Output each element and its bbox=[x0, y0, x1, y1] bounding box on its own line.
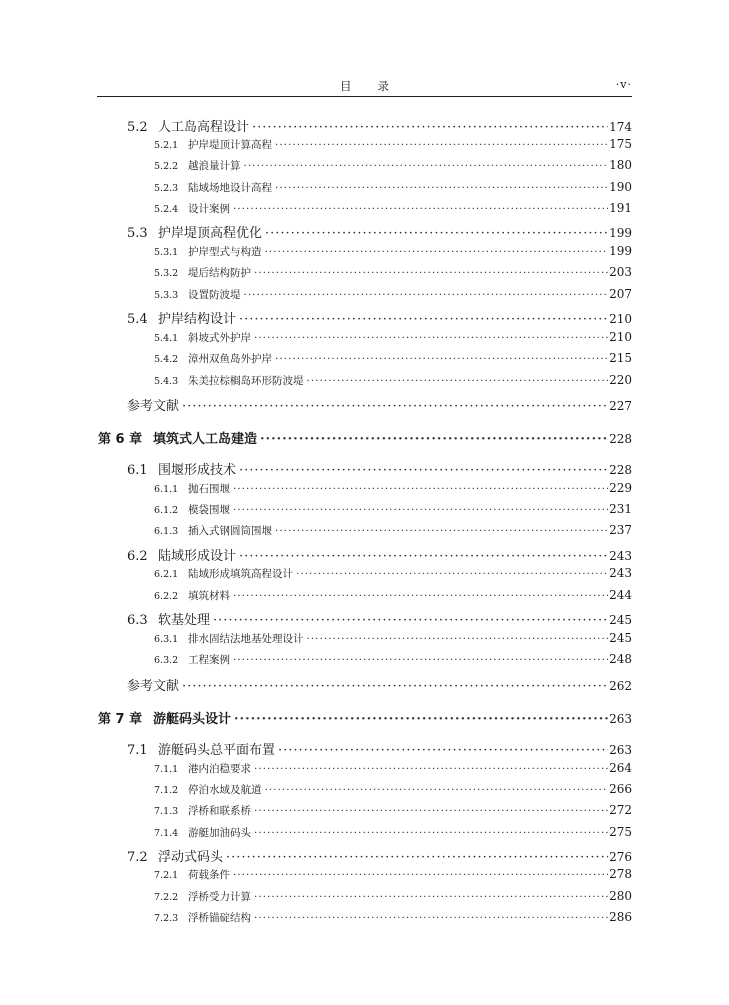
toc-entry-title: 护岸型式与构造 bbox=[188, 246, 262, 258]
dot-leader bbox=[182, 399, 608, 414]
toc-entry-number: 7.1.2 bbox=[154, 785, 179, 796]
toc-entry-page: 227 bbox=[609, 399, 632, 413]
toc-entry-title: 参考文献 bbox=[127, 679, 180, 694]
toc-subsection bbox=[154, 803, 632, 818]
toc-entry-number: 7.2 bbox=[127, 850, 148, 865]
toc-entry-page: 210 bbox=[609, 312, 632, 326]
dot-leader bbox=[265, 226, 608, 241]
toc-entry-page: 175 bbox=[609, 137, 632, 151]
toc-entry-number: 6.1 bbox=[127, 463, 148, 478]
toc-subsection bbox=[154, 652, 632, 667]
toc-entry-title: 人工岛高程设计 bbox=[158, 120, 250, 135]
toc-section bbox=[127, 846, 632, 865]
dot-leader bbox=[254, 332, 608, 344]
toc-entry-page: 191 bbox=[609, 201, 632, 215]
toc-subsection bbox=[154, 158, 632, 173]
toc-subsection bbox=[154, 523, 632, 538]
toc-entry-title: 游艇码头总平面布置 bbox=[158, 743, 276, 758]
toc-entry-title: 工程案例 bbox=[188, 654, 230, 666]
toc-entry-title: 斜坡式外护岸 bbox=[188, 332, 251, 344]
toc-entry-title: 插入式钢圆筒围堰 bbox=[188, 525, 272, 537]
toc-entry-page: 199 bbox=[609, 244, 632, 258]
toc-entry-title: 设计案例 bbox=[188, 203, 230, 215]
dot-leader bbox=[254, 827, 608, 839]
toc-entry-title: 参考文献 bbox=[127, 399, 180, 414]
toc-section bbox=[127, 116, 632, 135]
toc-entry-number: 5.3.3 bbox=[154, 290, 179, 301]
toc-entry-page: 180 bbox=[609, 158, 632, 172]
header-page-number: ·v· bbox=[615, 78, 632, 91]
dot-leader bbox=[254, 763, 608, 775]
toc-entry-page: 262 bbox=[609, 679, 632, 693]
toc-subsection bbox=[154, 137, 632, 152]
toc-subsection bbox=[154, 588, 632, 603]
toc-entry-title: 游艇加油码头 bbox=[188, 827, 251, 839]
toc-chapter bbox=[98, 708, 632, 727]
toc-entry-page: 278 bbox=[609, 867, 632, 881]
toc-entry-page: 237 bbox=[609, 523, 632, 537]
toc-entry-number: 6.3.1 bbox=[154, 634, 179, 645]
toc-subsection bbox=[154, 330, 632, 345]
toc-entry-number: 5.2.2 bbox=[154, 161, 179, 172]
toc-entry-title: 堤后结构防护 bbox=[188, 267, 251, 279]
toc-entry-number: 7.1.3 bbox=[154, 806, 179, 817]
toc-entry-title: 陆域场地设计高程 bbox=[188, 182, 272, 194]
toc-section bbox=[127, 459, 632, 478]
toc-entry-page: 263 bbox=[609, 712, 632, 726]
dot-leader bbox=[265, 246, 609, 258]
toc-entry-title: 填筑式人工岛建造 bbox=[153, 432, 258, 447]
toc-subsection bbox=[154, 481, 632, 496]
toc-entry-page: 190 bbox=[609, 180, 632, 194]
toc-references bbox=[127, 675, 632, 694]
toc-entry-title: 护岸结构设计 bbox=[158, 312, 237, 327]
toc-entry-page: 275 bbox=[609, 825, 632, 839]
toc-entry-number: 7.2.2 bbox=[154, 892, 179, 903]
toc-entry-number: 5.4.1 bbox=[154, 333, 179, 344]
dot-leader bbox=[275, 139, 608, 151]
dot-leader bbox=[254, 805, 608, 817]
toc-entry-page: 263 bbox=[609, 743, 632, 757]
dot-leader bbox=[213, 613, 608, 628]
toc-entry-page: 272 bbox=[609, 803, 632, 817]
toc-entry-number: 5.4 bbox=[127, 312, 148, 327]
dot-leader bbox=[244, 289, 609, 301]
toc-entry-title: 浮桥锚碇结构 bbox=[188, 912, 251, 924]
dot-leader bbox=[296, 568, 608, 580]
toc-subsection bbox=[154, 566, 632, 581]
toc-entry-title: 软基处理 bbox=[158, 613, 211, 628]
dot-leader bbox=[239, 312, 608, 327]
toc-entry-number: 6.2.1 bbox=[154, 569, 179, 580]
toc-entry-page: 244 bbox=[609, 588, 632, 602]
dot-leader bbox=[226, 850, 608, 865]
toc-entry-page: 245 bbox=[609, 613, 632, 627]
toc-entry-page: 286 bbox=[609, 910, 632, 924]
toc-subsection bbox=[154, 201, 632, 216]
toc-entry-page: 228 bbox=[609, 463, 632, 477]
toc-entry-number: 7.2.3 bbox=[154, 913, 179, 924]
toc-entry-title: 浮桥受力计算 bbox=[188, 891, 251, 903]
toc-entry-title: 护岸堤顶计算高程 bbox=[188, 139, 272, 151]
dot-leader bbox=[233, 590, 608, 602]
toc-subsection bbox=[154, 180, 632, 195]
toc-entry-page: 199 bbox=[609, 226, 632, 240]
toc-entry-number: 6.2 bbox=[127, 549, 148, 564]
dot-leader bbox=[233, 483, 608, 495]
toc-section bbox=[127, 609, 632, 628]
toc-entry-number: 5.2.3 bbox=[154, 183, 179, 194]
toc-entry-page: 243 bbox=[609, 566, 632, 580]
toc-entry-number: 5.3.2 bbox=[154, 268, 179, 279]
toc-subsection bbox=[154, 287, 632, 302]
dot-leader bbox=[307, 375, 609, 387]
toc-entry-title: 漳州双鱼岛外护岸 bbox=[188, 353, 272, 365]
toc-entry-number: 5.3.1 bbox=[154, 247, 179, 258]
toc-entry-number: 6.3.2 bbox=[154, 655, 179, 666]
toc-subsection bbox=[154, 910, 632, 925]
toc-entry-page: 245 bbox=[609, 631, 632, 645]
toc-entry-number: 5.4.3 bbox=[154, 376, 179, 387]
toc-entry-number: 6.3 bbox=[127, 613, 148, 628]
toc-entry-number: 5.2 bbox=[127, 120, 148, 135]
toc-section bbox=[127, 308, 632, 327]
toc-entry-title: 模袋围堰 bbox=[188, 504, 230, 516]
toc-subsection bbox=[154, 825, 632, 840]
dot-leader bbox=[239, 463, 608, 478]
dot-leader bbox=[233, 654, 608, 666]
toc-entry-page: 229 bbox=[609, 481, 632, 495]
toc-references bbox=[127, 395, 632, 414]
toc-entry-page: 174 bbox=[609, 120, 632, 134]
toc-entry-title: 陆域形成设计 bbox=[158, 549, 237, 564]
toc-entry-page: 215 bbox=[609, 351, 632, 365]
dot-leader bbox=[307, 633, 609, 645]
toc-entry-number: 7.2.1 bbox=[154, 870, 179, 881]
toc-entry-page: 243 bbox=[609, 549, 632, 563]
toc-entry-title: 越浪量计算 bbox=[188, 160, 241, 172]
dot-leader bbox=[278, 743, 608, 758]
toc-section bbox=[127, 739, 632, 758]
toc-entry-number: 7.1.4 bbox=[154, 828, 179, 839]
toc-entry-page: 228 bbox=[609, 432, 632, 446]
toc-entry-page: 231 bbox=[609, 502, 632, 516]
running-header bbox=[97, 78, 632, 97]
header-title: 目录 bbox=[340, 79, 415, 93]
toc-entry-title: 陆域形成填筑高程设计 bbox=[188, 568, 293, 580]
toc-chapter bbox=[98, 428, 632, 447]
toc-entry-number: 5.4.2 bbox=[154, 354, 179, 365]
dot-leader bbox=[265, 784, 609, 796]
toc-entry-number: 5.2.1 bbox=[154, 140, 179, 151]
toc-entry-number: 7.1 bbox=[127, 743, 148, 758]
toc-entry-number: 5.3 bbox=[127, 226, 148, 241]
toc-subsection bbox=[154, 373, 632, 388]
dot-leader bbox=[233, 203, 608, 215]
toc-entry-title: 荷载条件 bbox=[188, 869, 230, 881]
toc-entry-title: 浮动式码头 bbox=[158, 850, 224, 865]
toc-subsection bbox=[154, 889, 632, 904]
toc-subsection bbox=[154, 244, 632, 259]
dot-leader bbox=[244, 160, 609, 172]
toc-subsection bbox=[154, 761, 632, 776]
toc-entry-number: 6.2.2 bbox=[154, 591, 179, 602]
toc-section bbox=[127, 545, 632, 564]
toc-entry-page: 220 bbox=[609, 373, 632, 387]
dot-leader bbox=[233, 504, 608, 516]
toc-subsection bbox=[154, 351, 632, 366]
toc-entry-number: 6.1.2 bbox=[154, 505, 179, 516]
toc-subsection bbox=[154, 265, 632, 280]
toc-entry-title: 朱美拉棕榈岛环形防波堤 bbox=[188, 375, 304, 387]
toc-entry-number: 6.1.1 bbox=[154, 484, 179, 495]
dot-leader bbox=[254, 891, 608, 903]
dot-leader bbox=[233, 869, 608, 881]
toc-entry-page: 207 bbox=[609, 287, 632, 301]
toc-entry-page: 210 bbox=[609, 330, 632, 344]
toc-entry-title: 设置防波堤 bbox=[188, 289, 241, 301]
toc-entry-number: 6.1.3 bbox=[154, 526, 179, 537]
toc-entry-title: 浮桥和联系桥 bbox=[188, 805, 251, 817]
dot-leader bbox=[254, 912, 608, 924]
dot-leader bbox=[275, 182, 608, 194]
dot-leader bbox=[254, 267, 608, 279]
toc-entry-title: 护岸堤顶高程优化 bbox=[158, 226, 263, 241]
toc-entry-title: 围堰形成技术 bbox=[158, 463, 237, 478]
toc-entry-number: 7.1.1 bbox=[154, 764, 179, 775]
toc-entry-page: 264 bbox=[609, 761, 632, 775]
toc-entry-title: 抛石围堰 bbox=[188, 483, 230, 495]
toc-entry-page: 266 bbox=[609, 782, 632, 796]
toc-entry-title: 停泊水域及航道 bbox=[188, 784, 262, 796]
dot-leader bbox=[275, 525, 608, 537]
toc-entry-title: 填筑材料 bbox=[188, 590, 230, 602]
toc-entry-title: 港内泊稳要求 bbox=[188, 763, 251, 775]
dot-leader bbox=[234, 712, 608, 727]
toc-entry-number: 5.2.4 bbox=[154, 204, 179, 215]
toc-entry-page: 203 bbox=[609, 265, 632, 279]
toc-entry-number: 第 6 章 bbox=[98, 432, 143, 447]
toc-entry-page: 276 bbox=[609, 850, 632, 864]
toc-entry-page: 248 bbox=[609, 652, 632, 666]
toc-entry-page: 280 bbox=[609, 889, 632, 903]
dot-leader bbox=[252, 120, 608, 135]
toc-subsection bbox=[154, 867, 632, 882]
dot-leader bbox=[260, 432, 608, 447]
dot-leader bbox=[275, 353, 608, 365]
toc-subsection bbox=[154, 631, 632, 646]
toc-entry-title: 排水固结法地基处理设计 bbox=[188, 633, 304, 645]
toc-subsection bbox=[154, 502, 632, 517]
toc-section bbox=[127, 222, 632, 241]
dot-leader bbox=[182, 679, 608, 694]
dot-leader bbox=[239, 549, 608, 564]
toc-entry-title: 游艇码头设计 bbox=[153, 712, 232, 727]
toc-subsection bbox=[154, 782, 632, 797]
toc-entry-number: 第 7 章 bbox=[98, 712, 143, 727]
